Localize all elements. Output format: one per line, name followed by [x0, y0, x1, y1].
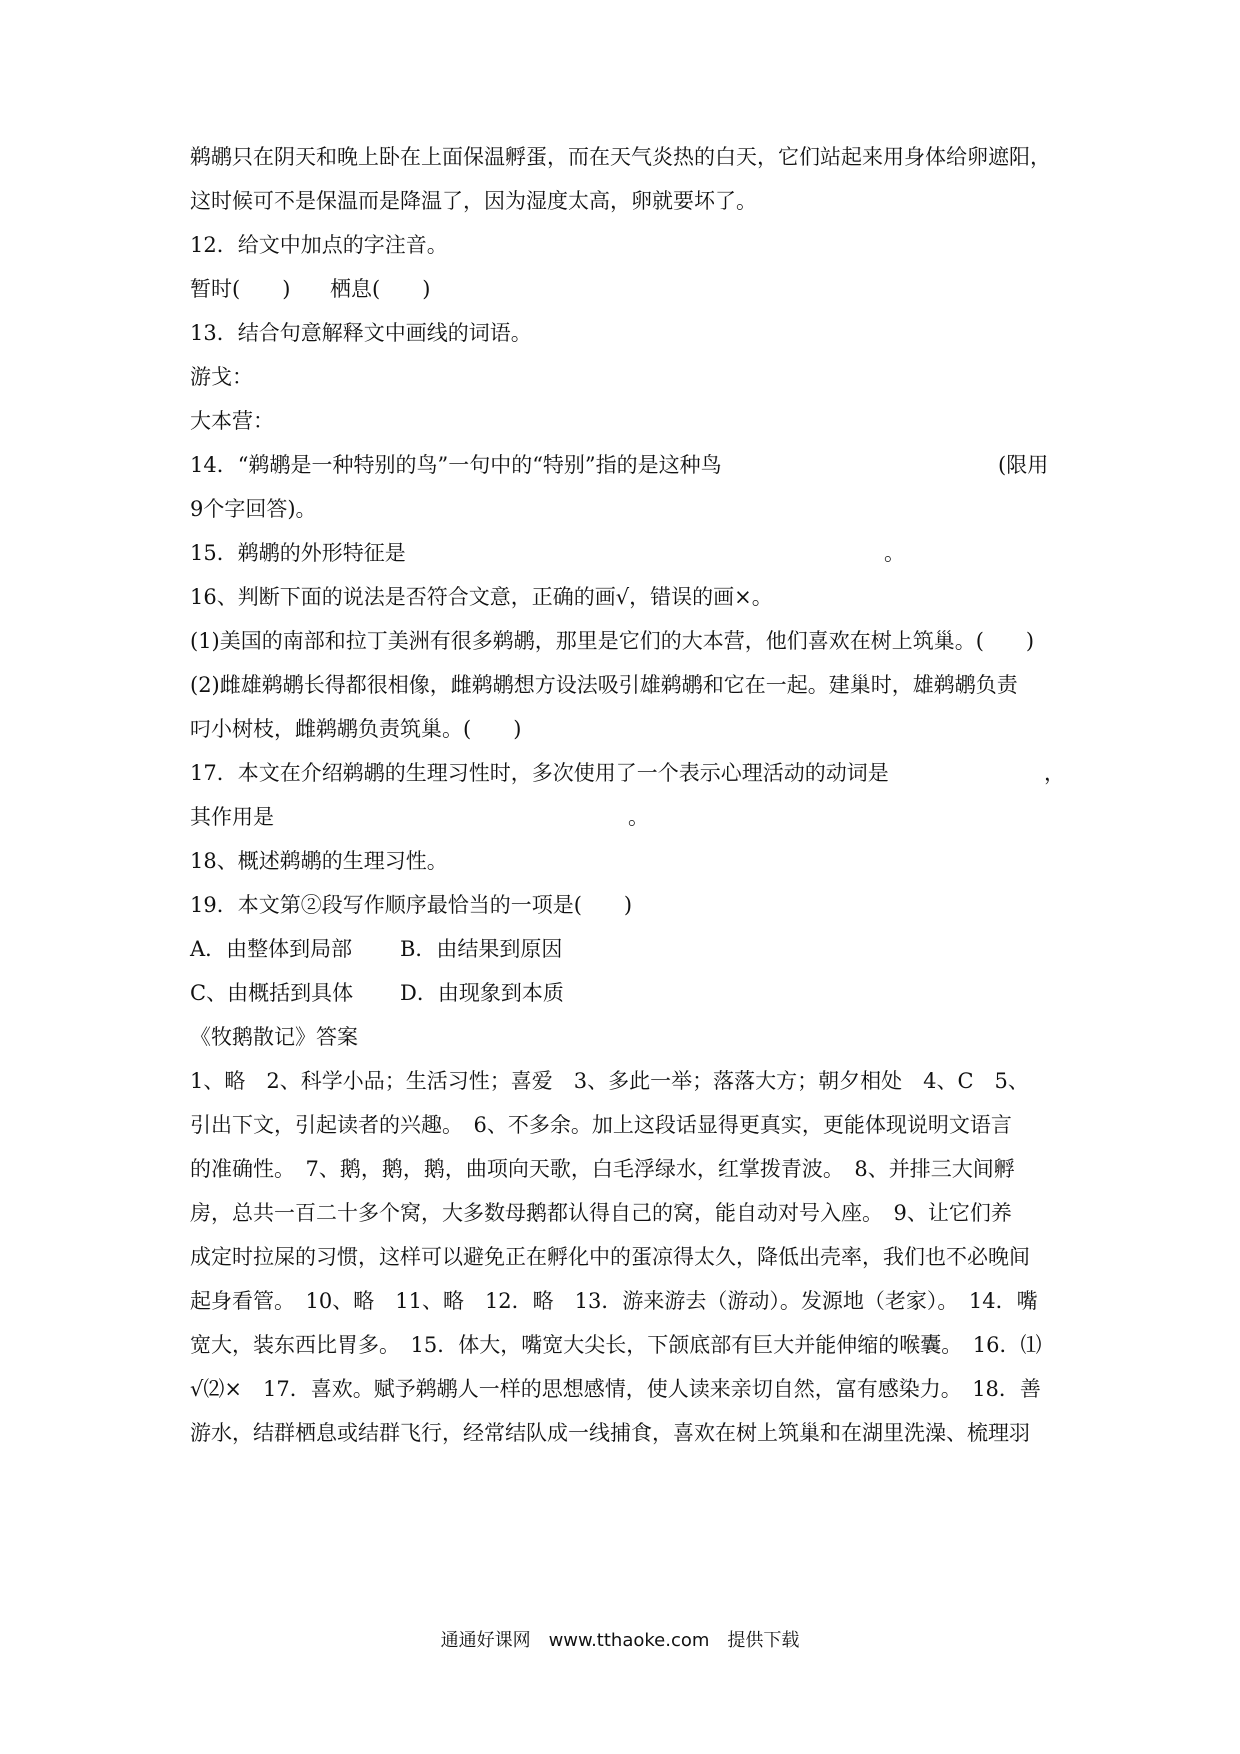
option-c: C、由概括到具体 [190, 981, 354, 1005]
question-16-item-1: (1)美国的南部和拉丁美洲有很多鹈鹕，那里是它们的大本营，他们喜欢在树上筑巢。( ) [190, 629, 1035, 653]
question-17-text: 17．本文在介绍鹈鹕的生理习性时，多次使用了一个表示心理活动的动词是 [190, 761, 889, 785]
answer-line-7: 宽大，装东西比胃多。 15．体大，嘴宽大尖长，下颌底部有巨大并能伸缩的喉囊。 16．⑴ [190, 1333, 1042, 1357]
answer-title: 《牧鹅散记》答案 [190, 1025, 358, 1049]
question-16-item-2: (2)雌雄鹈鹕长得都很相像，雌鹈鹕想方设法吸引雄鹈鹕和它在一起。建巢时，雄鹈鹕负责 [190, 673, 1018, 697]
question-12-item-b: 栖息( ) [330, 277, 431, 301]
answer-line-2: 引出下文，引起读者的兴趣。 6、不多余。加上这段话显得更真实，更能体现说明文语言 [190, 1113, 1012, 1137]
question-14-continued: 9个字回答)。 [190, 497, 317, 521]
option-a: A．由整体到局部 [190, 937, 353, 961]
answer-line-3: 的准确性。 7、鹅，鹅，鹅，曲项向天歌，白毛浮绿水，红掌拨青波。 8、并排三大间孵 [190, 1157, 1015, 1181]
answer-line-5: 成定时拉屎的习惯，这样可以避免正在孵化中的蛋凉得太久，降低出壳率，我们也不必晚间 [190, 1245, 1030, 1269]
option-b: B．由结果到原因 [400, 937, 563, 961]
question-14-text: 14．“鹈鹕是一种特别的鸟”一句中的“特别”指的是这种鸟 [190, 453, 722, 477]
question-14-limit: (限用 [998, 453, 1049, 477]
question-12: 12．给文中加点的字注音。 [190, 233, 448, 257]
page-footer: 通通好课网 www.tthaoke.com 提供下载 [440, 1630, 800, 1651]
question-15-text: 15．鹈鹕的外形特征是 [190, 541, 406, 565]
question-18: 18、概述鹈鹕的生理习性。 [190, 849, 448, 873]
question-12-item-a: 暂时( ) [190, 277, 291, 301]
answer-line-9: 游水，结群栖息或结群飞行，经常结队成一线捕食，喜欢在树上筑巢和在湖里洗澡、梳理羽 [190, 1421, 1030, 1445]
answer-line-1: 1、略 2、科学小品；生活习性；喜爱 3、多此一举；落落大方；朝夕相处 4、C 5、 [190, 1069, 1029, 1093]
option-d: D．由现象到本质 [400, 981, 564, 1005]
passage-line-2: 这时候可不是保温而是降温了，因为湿度太高，卵就要坏了。 [190, 189, 757, 213]
question-17-effect: 其作用是 [190, 805, 274, 829]
answer-line-8: √⑵× 17．喜欢。赋予鹈鹕人一样的思想感情，使人读来亲切自然，富有感染力。 18．善 [190, 1377, 1041, 1401]
question-17-comma: ， [1044, 761, 1065, 785]
question-13-item-a: 游戈： [190, 365, 253, 389]
passage-line-1: 鹈鹕只在阴天和晚上卧在上面保温孵蛋，而在天气炎热的白天，它们站起来用身体给卵遮阳， [190, 145, 1051, 169]
question-19: 19．本文第②段写作顺序最恰当的一项是( ) [190, 893, 633, 917]
question-16: 16、判断下面的说法是否符合文意，正确的画√，错误的画×。 [190, 585, 773, 609]
answer-line-6: 起身看管。 10、略 11、略 12．略 13．游来游去（游动）。发源地（老家）。 14．嘴 [190, 1289, 1038, 1313]
question-13-item-b: 大本营： [190, 409, 274, 433]
question-17-end: 。 [628, 805, 649, 829]
question-15-end: 。 [884, 541, 905, 565]
question-13: 13．结合句意解释文中画线的词语。 [190, 321, 532, 345]
question-16-item-2-continued: 叼小树枝，雌鹈鹕负责筑巢。( ) [190, 717, 522, 741]
answer-line-4: 房，总共一百二十多个窝，大多数母鹅都认得自己的窝，能自动对号入座。 9、让它们养 [190, 1201, 1012, 1225]
